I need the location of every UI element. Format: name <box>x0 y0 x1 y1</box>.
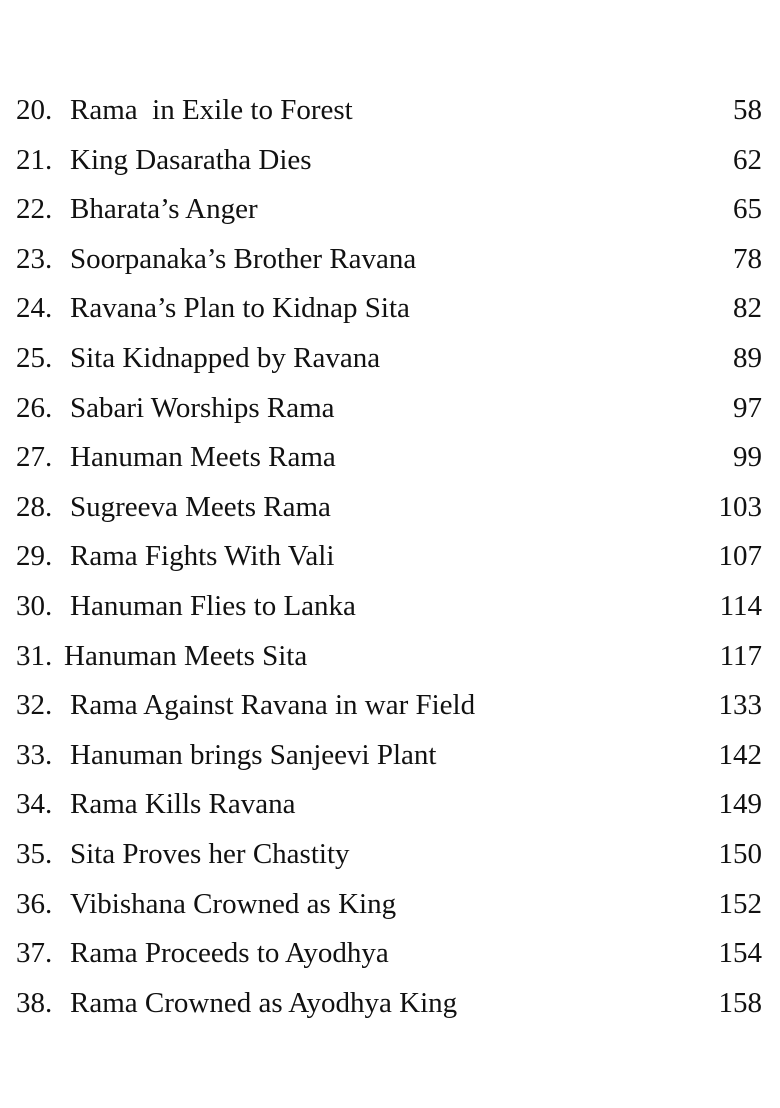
entry-title: King Dasaratha Dies <box>70 143 312 176</box>
toc-entry <box>0 929 780 979</box>
entry-page-number: 89 <box>733 341 762 374</box>
entry-title: Rama in Exile to Forest <box>70 94 353 126</box>
entry-page-number: 78 <box>733 242 762 275</box>
entry-page-number: 62 <box>733 143 762 176</box>
entry-number: 22. <box>16 193 53 226</box>
entry-number: 21. <box>16 143 53 176</box>
toc-entry <box>0 582 780 632</box>
table-of-contents <box>0 86 780 1028</box>
entry-title: Rama Proceeds to Ayodhya <box>70 937 389 970</box>
toc-entry <box>0 235 780 285</box>
toc-entry <box>0 632 780 682</box>
entry-title: Rama Crowned as Ayodhya King <box>70 986 458 1019</box>
toc-entry <box>0 334 780 384</box>
toc-entry <box>0 86 780 136</box>
entry-number: 32. <box>16 689 53 722</box>
toc-entry <box>0 185 780 235</box>
entry-number: 29. <box>16 540 53 573</box>
entry-number: 37. <box>16 937 53 970</box>
entry-number: 31. <box>16 639 53 672</box>
entry-page-number: 103 <box>718 490 762 523</box>
toc-entry <box>0 830 780 880</box>
entry-title: Bharata’s Anger <box>70 193 258 226</box>
entry-title: Sita Kidnapped by Ravana <box>70 341 381 374</box>
entry-page-number: 154 <box>718 937 762 970</box>
entry-title: Rama Against Ravana in war Field <box>70 689 476 722</box>
entry-number: 34. <box>16 788 53 821</box>
entry-title: Sabari Worships Rama <box>70 391 335 424</box>
entry-number: 25. <box>16 341 53 374</box>
entry-title: Rama Fights With Vali <box>70 540 335 573</box>
entry-page-number: 107 <box>718 540 762 573</box>
toc-entry <box>0 731 780 781</box>
toc-entry <box>0 681 780 731</box>
toc-entry <box>0 880 780 930</box>
entry-page-number: 82 <box>733 292 762 325</box>
entry-title: Rama Kills Ravana <box>70 788 296 821</box>
entry-page-number: 65 <box>733 193 762 226</box>
entry-page-number: 97 <box>733 391 762 424</box>
entry-title: Hanuman Meets Sita <box>64 639 308 672</box>
entry-page-number: 117 <box>719 639 762 672</box>
entry-page-number: 150 <box>718 837 762 870</box>
toc-entry <box>0 433 780 483</box>
entry-number: 20. <box>16 94 53 126</box>
entry-title: Hanuman Flies to Lanka <box>70 589 356 622</box>
toc-entry <box>0 979 780 1029</box>
entry-number: 26. <box>16 391 53 424</box>
entry-page-number: 152 <box>718 887 762 920</box>
entry-title: Vibishana Crowned as King <box>70 887 397 920</box>
entry-title: Hanuman Meets Rama <box>70 441 336 474</box>
entry-title: Sita Proves her Chastity <box>70 837 350 870</box>
toc-entry <box>0 384 780 434</box>
entry-title: Sugreeva Meets Rama <box>70 490 331 523</box>
entry-number: 23. <box>16 242 53 275</box>
entry-page-number: 99 <box>733 441 762 474</box>
entry-number: 24. <box>16 292 53 325</box>
toc-entry <box>0 136 780 186</box>
entry-number: 30. <box>16 589 53 622</box>
toc-entry <box>0 532 780 582</box>
entry-number: 38. <box>16 986 53 1019</box>
toc-entry <box>0 780 780 830</box>
entry-title: Ravana’s Plan to Kidnap Sita <box>70 292 410 325</box>
entry-page-number: 114 <box>719 589 762 622</box>
entry-page-number: 158 <box>718 986 762 1019</box>
entry-title: Soorpanaka’s Brother Ravana <box>70 242 417 275</box>
entry-number: 27. <box>16 441 53 474</box>
entry-number: 35. <box>16 837 53 870</box>
toc-entry <box>0 483 780 533</box>
entry-number: 33. <box>16 738 53 771</box>
entry-page-number: 58 <box>733 94 762 126</box>
entry-title: Hanuman brings Sanjeevi Plant <box>70 738 437 771</box>
entry-page-number: 133 <box>718 689 762 722</box>
entry-number: 36. <box>16 887 53 920</box>
entry-page-number: 149 <box>718 788 762 821</box>
toc-entry <box>0 284 780 334</box>
entry-page-number: 142 <box>718 738 762 771</box>
entry-number: 28. <box>16 490 53 523</box>
